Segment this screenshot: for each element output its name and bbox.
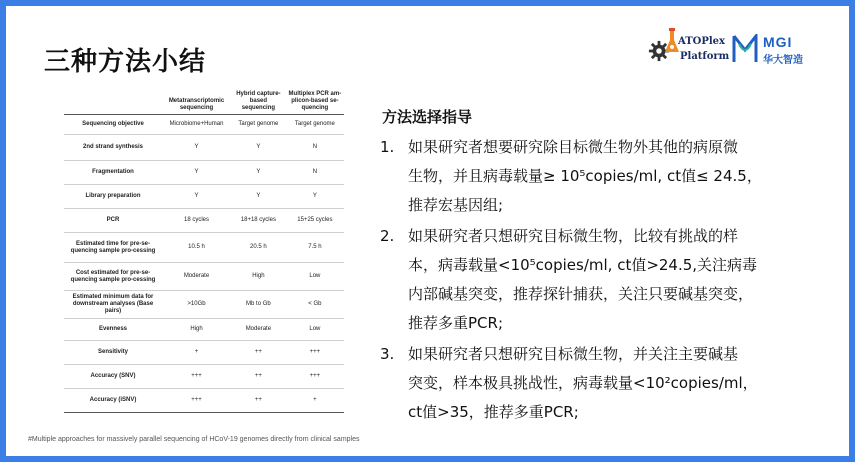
table-header-cell: Metatranscriptomic sequencing [162, 90, 231, 115]
table-cell: +++ [286, 341, 344, 365]
table-row-label: Sequencing objective [64, 115, 162, 135]
mgi-text: MGI [763, 34, 793, 50]
comparison-table [64, 90, 344, 413]
atoplex-text: ATOPlex [678, 36, 726, 47]
table-cell: Moderate [231, 319, 286, 341]
table-header-cell [64, 90, 162, 115]
guide-item-number: 1. [380, 138, 395, 156]
table-cell: 15+25 cycles [286, 209, 344, 233]
table-cell: >10Gb [162, 291, 231, 319]
table-cell: 7.5 h [286, 233, 344, 263]
table-cell: 10.5 h [162, 233, 231, 263]
table-cell: 18+18 cycles [231, 209, 286, 233]
table-row-label: Library preparation [64, 185, 162, 209]
table-row [64, 365, 344, 389]
table-cell: Low [286, 319, 344, 341]
table-cell: +++ [162, 389, 231, 413]
table-row [64, 263, 344, 291]
table-cell: ++ [231, 365, 286, 389]
table-row [64, 135, 344, 161]
table-row [64, 185, 344, 209]
guide-item-line: 本，病毒载量<10⁵copies/ml, ct值>24.5,关注病毒 [408, 256, 758, 274]
table-row-label: Evenness [64, 319, 162, 341]
table-row [64, 209, 344, 233]
guide-item-number: 2. [380, 227, 395, 245]
table-header-row [64, 90, 344, 115]
table-header-cell: Hybrid capture-based sequencing [231, 90, 286, 115]
table-cell: N [286, 161, 344, 185]
table-cell: Target genome [231, 115, 286, 135]
guide-item-number: 3. [380, 345, 395, 363]
table-row-label: Estimated time for pre-se-quencing sample pro-cessing [64, 233, 162, 263]
table-row-label: Cost estimated for pre-se-quencing sample pro-cessing [64, 263, 162, 291]
guide-item-line: 内部碱基突变，推荐探针捕获，关注只要碱基突变， [408, 285, 754, 303]
table-row [64, 233, 344, 263]
table-row-label: Accuracy (iSNV) [64, 389, 162, 413]
table-cell: 20.5 h [231, 233, 286, 263]
table-cell: Mb to Gb [231, 291, 286, 319]
table-cell: Moderate [162, 263, 231, 291]
table-row [64, 389, 344, 413]
table-cell: Target genome [286, 115, 344, 135]
guide-list [380, 133, 805, 429]
table-cell: Y [231, 161, 286, 185]
table-cell: < Gb [286, 291, 344, 319]
table-row-label: Fragmentation [64, 161, 162, 185]
table-cell: Y [162, 161, 231, 185]
table-cell: +++ [286, 365, 344, 389]
table-cell: + [162, 341, 231, 365]
table-cell: 18 cycles [162, 209, 231, 233]
table-row-label: 2nd strand synthesis [64, 135, 162, 161]
table-row [64, 161, 344, 185]
mgi-logo-icon [731, 34, 759, 64]
mgi-chinese-text: 华大智造 [763, 55, 803, 66]
table-cell: ++ [231, 389, 286, 413]
table-row-label: Sensitivity [64, 341, 162, 365]
table-cell: Low [286, 263, 344, 291]
table-row [64, 341, 344, 365]
mgi-logo [731, 34, 821, 66]
table-row-label: Accuracy (SNV) [64, 365, 162, 389]
slide [6, 6, 849, 456]
guide-item-line: 推荐宏基因组; [408, 196, 504, 214]
table-header-cell: Multiplex PCR am-plicon-based se-quencing [286, 90, 344, 115]
table-cell: Y [162, 185, 231, 209]
footnote: #Multiple approaches for massively parallel sequencing of HCoV-19 genomes directly from clinical samples [28, 436, 360, 443]
guide-item [380, 133, 805, 220]
table-cell: Y [162, 135, 231, 161]
table-cell: +++ [162, 365, 231, 389]
table-cell: N [286, 135, 344, 161]
table-cell: + [286, 389, 344, 413]
guide-item-line: 推荐多重PCR; [408, 314, 503, 332]
guide-item-line: 突变，样本极具挑战性，病毒载量<10²copies/ml， [408, 374, 758, 392]
table-row [64, 291, 344, 319]
table-cell: Y [231, 135, 286, 161]
table-cell: Microbiome+Human [162, 115, 231, 135]
guide-item [380, 222, 805, 338]
guide-item-line: 如果研究者只想研究目标微生物，并关注主要碱基 [408, 345, 739, 363]
guide-item [380, 340, 805, 427]
guide-item-line: 如果研究者想要研究除目标微生物外其他的病原微 [408, 138, 739, 156]
guide-title: 方法选择指导 [382, 108, 473, 126]
table-row-label: Estimated minimum data for downstream analyses (Base pairs) [64, 291, 162, 319]
table-row [64, 319, 344, 341]
table-cell: Y [231, 185, 286, 209]
slide-title: 三种方法小结 [44, 47, 207, 77]
table-cell: Y [286, 185, 344, 209]
guide-item-line: 如果研究者只想研究目标微生物，比较有挑战的样 [408, 227, 739, 245]
platform-text: Platform [680, 51, 730, 62]
atoplex-logo [648, 26, 730, 70]
table-row [64, 115, 344, 135]
guide-item-line: ct值>35，推荐多重PCR; [408, 403, 579, 421]
guide-item-line: 生物，并且病毒载量≥ 10⁵copies/ml, ct值≤ 24.5， [408, 167, 762, 185]
table-cell: High [162, 319, 231, 341]
table-cell: ++ [231, 341, 286, 365]
table-cell: High [231, 263, 286, 291]
table-row-label: PCR [64, 209, 162, 233]
